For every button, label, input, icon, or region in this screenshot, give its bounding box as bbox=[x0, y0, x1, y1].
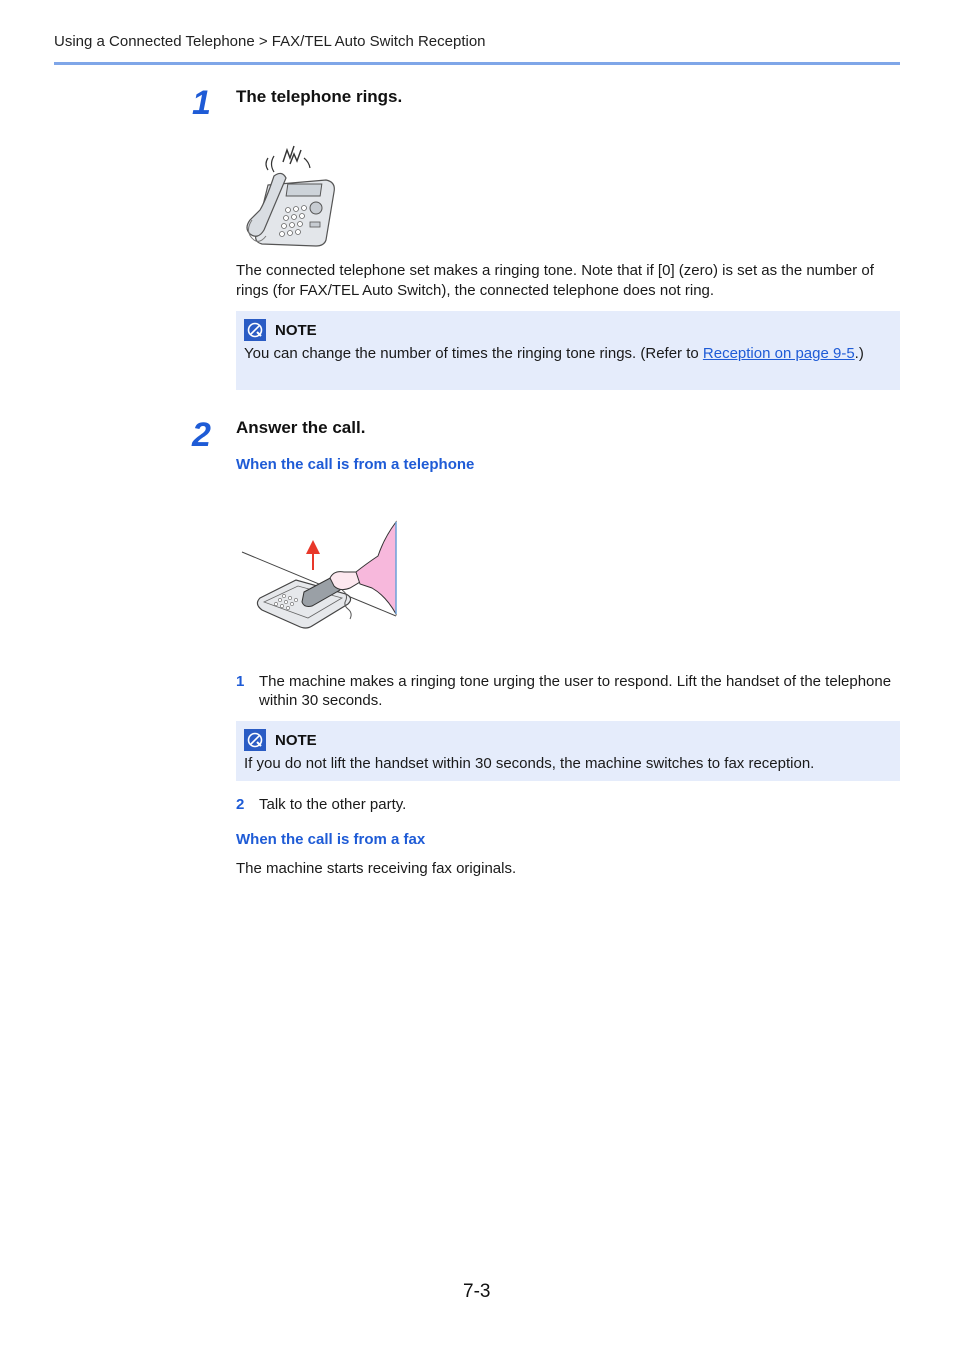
note-icon bbox=[244, 729, 266, 751]
list-item: 1 The machine makes a ringing tone urging the user to respond. Lift the handset of the telephone within 30 seconds. bbox=[236, 673, 892, 709]
step-1-number: 1 bbox=[192, 84, 211, 122]
step-2-number: 2 bbox=[192, 416, 211, 454]
note-box-2 bbox=[236, 721, 900, 781]
header-divider bbox=[54, 62, 900, 65]
fax-description: The machine starts receiving fax originals. bbox=[236, 860, 517, 877]
page-number: 7-3 bbox=[463, 1281, 491, 1302]
note-text: If you do not lift the handset within 30 seconds, the machine switches to fax reception. bbox=[244, 755, 815, 772]
reception-page-link[interactable]: Reception on page 9-5 bbox=[702, 345, 855, 362]
subhead-call-from-fax: When the call is from a fax bbox=[236, 831, 426, 848]
note-icon bbox=[244, 319, 266, 341]
note-label: NOTE bbox=[275, 321, 317, 339]
note-label: NOTE bbox=[275, 731, 317, 749]
lift-handset-illustration bbox=[238, 518, 398, 634]
step-1-description: The connected telephone set makes a ringing tone. Note that if [0] (zero) is set as the number of rings (for FAX/TEL Auto Switch), the connected telephone does not ring. bbox=[236, 262, 874, 299]
ringing-telephone-illustration bbox=[238, 140, 342, 250]
note-box-1 bbox=[236, 311, 900, 390]
step-2-title: Answer the call. bbox=[236, 418, 366, 437]
subhead-call-from-telephone: When the call is from a telephone bbox=[236, 456, 475, 473]
step-1-title: The telephone rings. bbox=[236, 87, 403, 106]
note-text: You can change the number of times the ringing tone rings. (Refer to Reception on page 9-5.) bbox=[244, 345, 864, 362]
list-item: 2 Talk to the other party. bbox=[236, 796, 407, 813]
breadcrumb: Using a Connected Telephone > FAX/TEL Auto Switch Reception bbox=[54, 33, 486, 50]
